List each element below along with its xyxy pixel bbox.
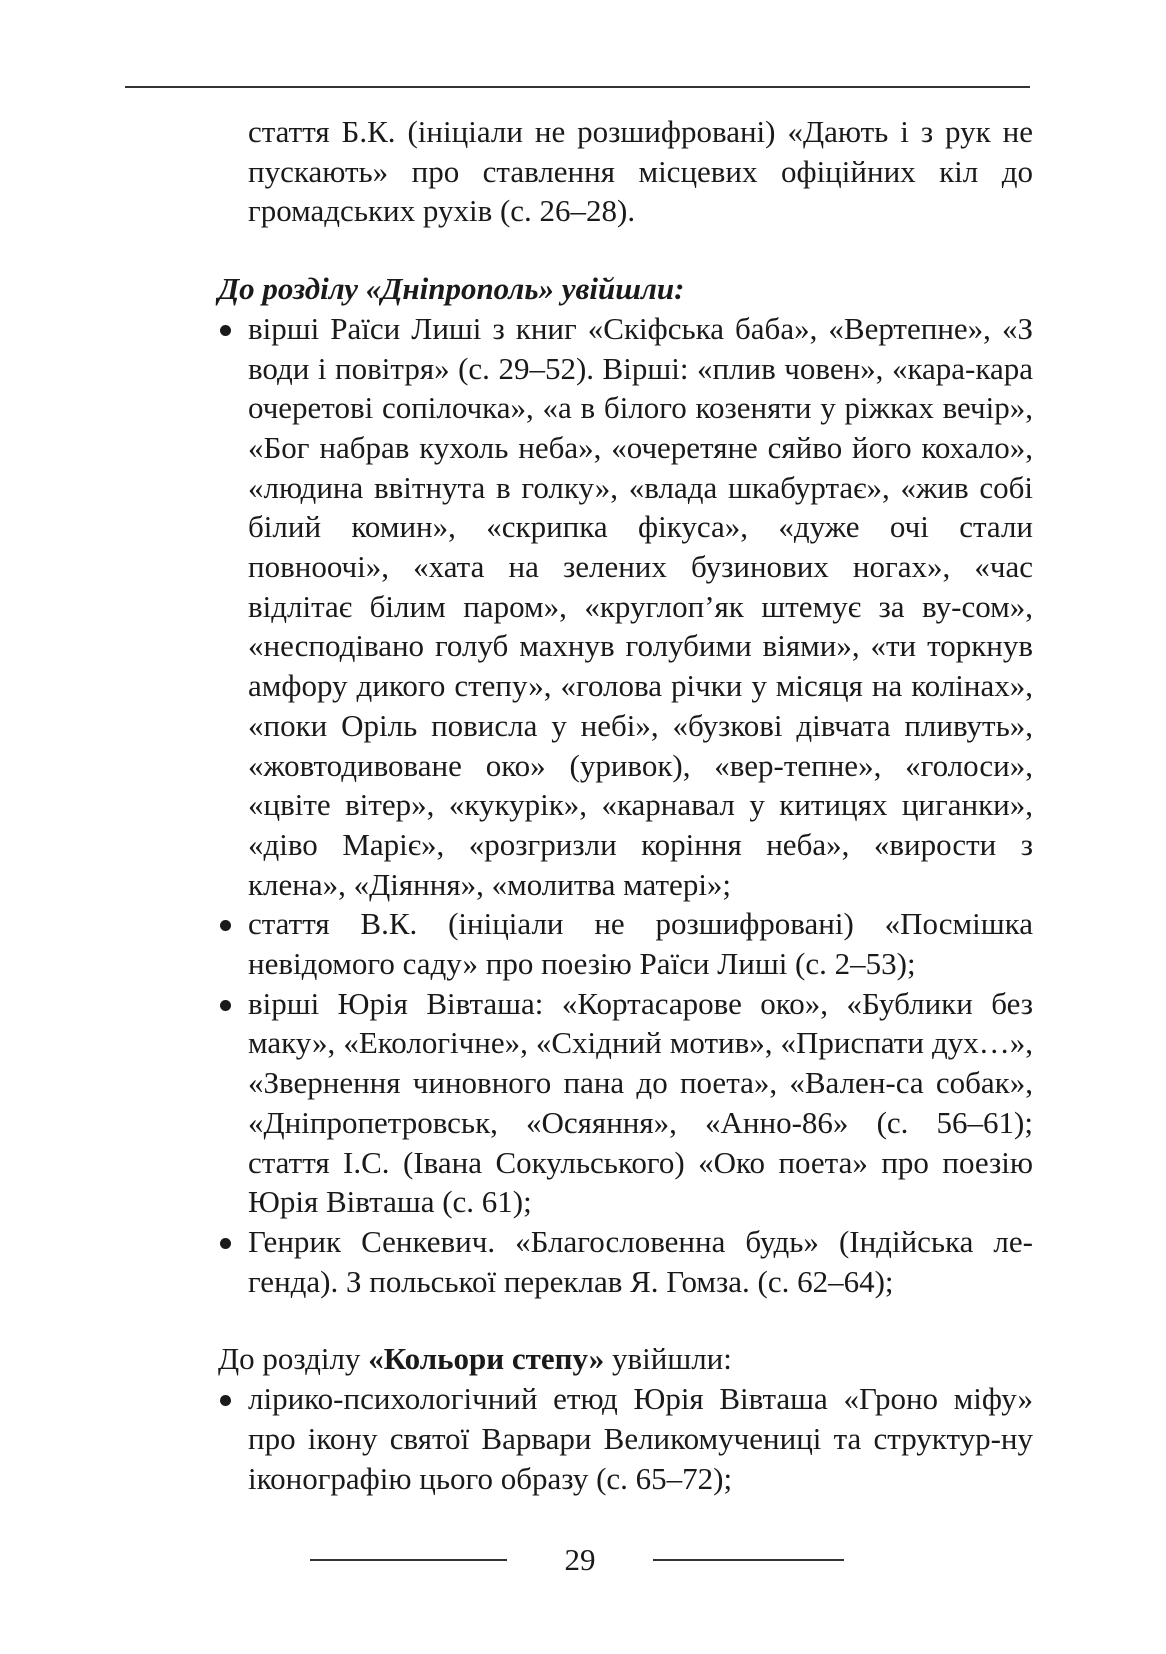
section-title-bold: «Кольори степу» [368, 1341, 605, 1377]
list-item: Генрик Сенкевич. «Благословенна будь» (Індійська ле-генда). З польської переклав Я. Гомза. (с. 62–64); [218, 1222, 1033, 1301]
list-item: стаття В.К. (ініціали не розшифровані) «Посмішка невідомого саду» про поезію Раїси Лиші (с. 2–53); [218, 904, 1033, 983]
continuation-paragraph: стаття Б.К. (ініціали не розшифровані) «Дають і з рук не пускають» про ставлення місцевих офіційних кіл до громадських рухів (с. 26–28). [248, 114, 1033, 229]
bullet-icon [220, 325, 231, 336]
list-item: вірші Раїси Лиші з книг «Скіфська баба», «Вертепне», «З води і повітря» (с. 29–52). Вірші: «плив човен», «кара-кара очеретові сопілочка», «а в білого козеняти у ріжках вечір», «Бог набрав кухоль неба», «очеретяне сяйво його кохало», «людина ввітнута в голку», «влада шкабуртає», «жив собі білий комин», «скрипка фікуса», «дуже очі стали повноочі», «хата на зелених бузинових ногах», «час відлітає білим паром», «круглоп’як штемує за ву-сом», «несподівано голуб махнув голубими віями», «ти торкнув амфору дикого степу», «голова річки у місяця на колінах», «поки Оріль повисла у небі», «бузкові дівчата пливуть», «жовтодивоване око» (уривок), «вер-тепне», «голоси», «цвіте вітер», «кукурік», «карнавал у китицях циганки», «діво Маріє», «розгризли коріння неба», «вирости з клена», «Діяння», «молитва матері»; [218, 309, 1033, 905]
section-list-kolory-stepu [218, 1379, 1033, 1498]
section-list-dnipropol [218, 309, 1033, 1302]
section-heading-kolory-stepu: До розділу «Кольори степу» увійшли: [218, 1341, 732, 1377]
footer-rule-left [310, 1559, 507, 1561]
bullet-icon [220, 920, 231, 931]
page-footer [0, 1540, 1166, 1580]
bullet-icon [220, 1395, 231, 1406]
list-item: лірико-психологічний етюд Юрія Вівташа «Гроно міфу» про ікону святої Варвари Великомучениці та структур-ну іконографію цього образу (с. 65–72); [218, 1379, 1033, 1498]
page-body [218, 112, 1033, 1498]
section-heading-dnipropol: До розділу «Дніпрополь» увійшли: [218, 271, 685, 307]
list-item: вірші Юрія Вівташа: «Кортасарове око», «Бублики без маку», «Екологічне», «Східний мотив», «Приспати дух…», «Звернення чиновного пана до поета», «Вален-са собак», «Дніпропетровськ, «Осяяння», «Анно-86» (с. 56–61); стаття І.С. (Івана Сокульського) «Око поета» про поезію Юрія Вівташа (с. 61); [218, 984, 1033, 1222]
page-number: 29 [564, 1542, 596, 1577]
top-rule [125, 86, 1030, 88]
bullet-icon [220, 1238, 231, 1249]
bullet-icon [220, 1000, 231, 1011]
footer-rule-right [653, 1559, 844, 1561]
